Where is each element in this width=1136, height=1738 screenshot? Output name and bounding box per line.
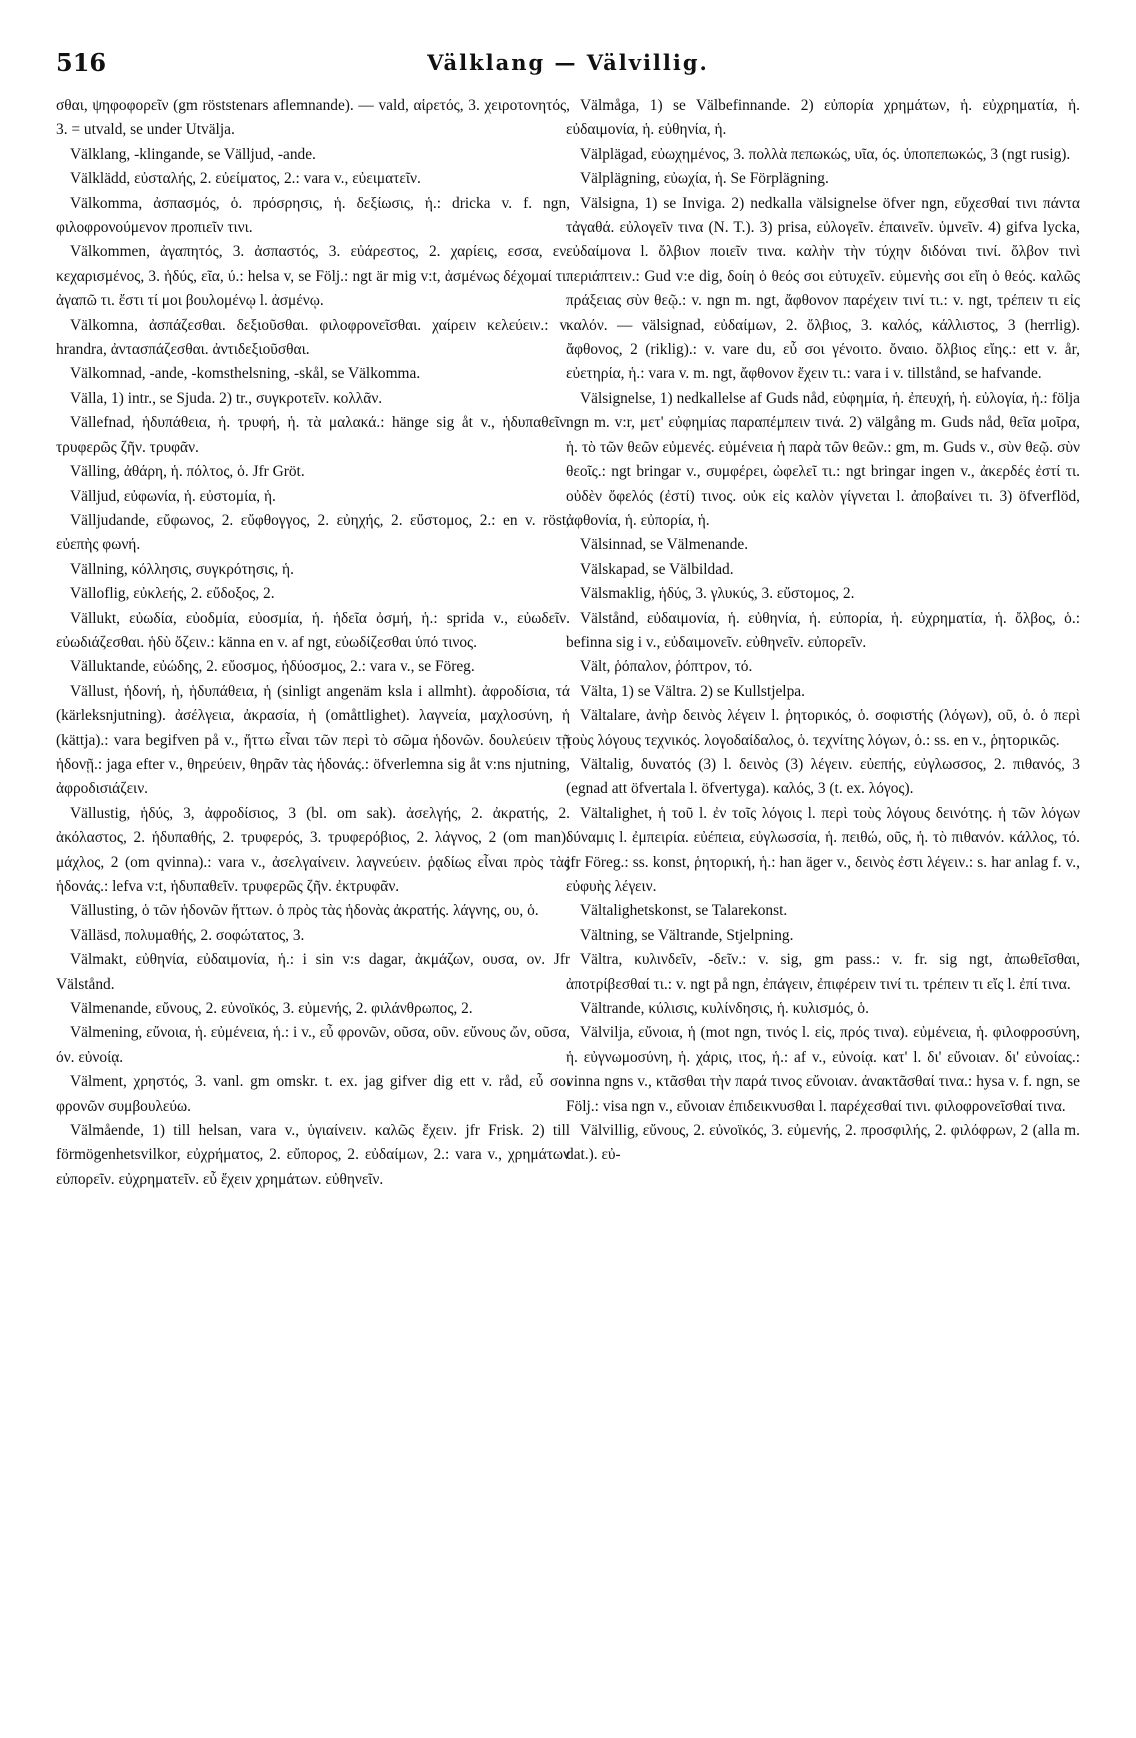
dictionary-entry: Vällust, ἡδονή, ἡ, ἡδυπάθεια, ἡ (sinligt angenäm ksla i allmht). ἀφροδίσια, τά (kärleksnjutning). ἀσέλγεια, ἀκρασία, ἡ (omåttlighet). λαγνεία, μαχλοσύνη, ἡ (kättja).: vara begifven på v., ἥττω εἶναι τῶν περὶ τὸ σῶμα ἡδονῶν. δουλεύειν τῇ ἡδονῇ.: jaga efter v., θηρεύειν, θηρᾶν τὰς ἡδονάς.: öfverlemna sig åt v:ns njutning, ἀφροδισιάζειν. [56,682,570,798]
dictionary-entry: Välmakt, εὐθηνία, εὐδαιμονία, ἡ.: i sin v:s dagar, ἀκμάζων, ουσα, ον. Jfr Välstånd. [56,951,570,993]
dictionary-entry: Vällusting, ὁ τῶν ἡδονῶν ἥττων. ὁ πρὸς τὰς ἡδονὰς ἀκρατής. λάγνης, ου, ὁ. [70,902,539,920]
dictionary-entry: Välljudande, εὔφωνος, 2. εὔφθογγος, 2. εὐηχής, 2. εὔστομος, 2.: en v. röst, εὐεπὴς φωνή. [56,511,570,554]
dictionary-entry: Välklädd, εὐσταλής, 2. εὐείματος, 2.: vara v., εὐειματεῖν. [70,170,421,188]
dictionary-entry: Vällning, κόλλησις, συγκρότησις, ἡ. [70,560,294,578]
dictionary-entry: Välskapad, se Välbildad. [580,560,734,578]
dictionary-entry: Välsmaklig, ἡδύς, 3. γλυκύς, 3. εὔστομος, 2. [580,585,855,603]
dictionary-entry: Välmåga, 1) se Välbefinnande. 2) εὐπορία χρημάτων, ἡ. εὐχρηματία, ἡ. εὐδαιμονία, ἡ. εὐθηνία, ἡ. [566,97,1080,139]
dictionary-entry: Välment, χρηστός, 3. vanl. gm omskr. t. ex. jag gifver dig ett v. råd, εὖ σοι φρονῶν συμβουλεύω. [56,1073,570,1115]
dictionary-entry: Välmående, 1) till helsan, vara v., ὑγιαίνειν. καλῶς ἔχειν. jfr Frisk. 2) till förmögenhetsvilkor, εὐχρήματος, 2. εὔπορος, 2. εὐδαίμων, 2.: vara v., χρημάτων εὐπορεῖν. εὐχρηματεῖν. εὖ ἔχειν χρημάτων. εὐθηνεῖν. [56,1122,570,1188]
dictionary-entry: Välsinnad, se Välmenande. [580,536,749,554]
dictionary-entry: Välmenande, εὔνους, 2. εὐνοϊκός, 3. εὐμενής, 2. φιλάνθρωπος, 2. [70,1000,473,1018]
dictionary-entry: Vältalighetskonst, se Talarekonst. [580,902,788,920]
dictionary-entry: Välsigna, 1) se Inviga. 2) nedkalla välsignelse öfver ngn, εὔχεσθαί τινι πάντα τἀγαθά. εὐλογεῖν τινα (N. T.). 3) prisa, εὐλογεῖν. ἐπαινεῖν. ὑμνεῖν. 4) gifva lycka, εὐδαίμονα l. ὄλβιον ποιεῖν τινα. καλὴν τὴν τύχην διδόναι τινί. ὄλβον τινὶ περιάπτειν.: Gud v:e dig, δοίη ὁ θεός σοι εὐτυχεῖν. εὐμενὴς σοι εἴη ὁ θεός. καλῶς πράξειας σὺν θεῷ.: v. ngn m. ngt, ἄφθονον παρέχειν τινί τι.: v. ngt, τρέπειν τι εἰς καλόν. — välsignad, εὐδαίμων, 2. ὄλβιος, 3. καλός, κάλλιστος, 3 (herrlig). ἄφθονος, 2 (riklig).: v. vare du, εὖ σοι γένοιτο. ὄναιο. ὄλβιος εἴης.: ett v. år, εὐετηρία, ἡ.: vara v. m. ngt, ἄφθονον ἔχειν τι.: vara i v. tillstånd, se hafvande. [566,194,1080,383]
dictionary-entry: Välta, 1) se Vältra. 2) se Kullstjelpa. [580,682,805,700]
dictionary-entry: Vältalighet, ἡ τοῦ l. ἐν τοῖς λόγοις l. περὶ τοὺς λόγους δεινότης. ἡ τῶν λόγων δύναμις l. ἐμπειρία. εὐέπεια, εὐγλωσσία, ἡ. πειθώ, οῦς, ἡ. τὸ πιθανόν. κάλλος, τό. jfr Föreg.: ss. konst, ῥητορική, ἡ.: han äger v., δεινὸς ἐστι λέγειν.: s. har anlag f. v., εὐφυὴς λέγειν. [566,804,1080,895]
dictionary-entry: Välling, ἀθάρη, ἡ. πόλτος, ὁ. Jfr Gröt. [70,463,305,481]
dictionary-entry: Välstånd, εὐδαιμονία, ἡ. εὐθηνία, ἡ. εὐπορία, ἡ. εὐχρηματία, ἡ. ὄλβος, ὁ.: befinna sig i v., εὐδαιμονεῖν. εὐθηνεῖν. εὐπορεῖν. [566,609,1080,651]
dictionary-entry: Välkomnad, -ande, -komsthelsning, -skål, se Välkomma. [70,365,421,383]
dictionary-entry: Välläsd, πολυμαθής, 2. σοφώτατος, 3. [70,926,305,944]
dictionary-entry: Välla, 1) intr., se Sjuda. 2) tr., συγκροτεῖν. κολλᾶν. [70,389,383,407]
dictionary-entry: Välklang, -klingande, se Välljud, -ande. [70,145,316,163]
dictionary-entry: Vältra, κυλινδεῖν, -δεῖν.: v. sig, gm pass.: v. fr. sig ngt, ἀπωθεῖσθαι, ἀποτρίβεσθαί τι.: v. ngt på ngn, ἐπάγειν, ἐπιφέρειν τινί τι. τρέπειν τι εἴς l. ἐπί τινα. [566,951,1080,993]
page-number: 516 [56,48,107,77]
dictionary-entry: Vältrande, κύλισις, κυλίνδησις, ἡ. κυλισμός, ὁ. [580,1000,869,1018]
dictionary-entry: Vällustig, ἡδύς, 3, ἀφροδίσιος, 3 (bl. om sak). ἀσελγής, 2. ἀκρατής, 2. ἀκόλαστος, 2. ἡδυπαθής, 2. τρυφερός, 3. τρυφερόβιος, 2. λάγνος, 2 (om man). μάχλος, 2 (om qvinna).: vara v., ἀσελγαίνειν. λαγνεύειν. ῥᾳδίως εἶναι πρὸς τὰς ἡδονάς.: lefva v:t, ἡδυπαθεῖν. τρυφερῶς ζῆν. ἐκτρυφᾶν. [56,804,570,895]
dictionary-entry: Vältalare, ἀνὴρ δεινὸς λέγειν l. ῥητορικός, ὁ. σοφιστής (λόγων), οῦ, ὁ. ὁ περὶ τοὺς λόγους τεχνικός. λογοδαίδαλος, ὁ. τεχνίτης λόγων, ὁ.: ss. en v., ῥητορικῶς. [566,707,1080,749]
dictionary-entry: Välvillig, εὔνους, 2. εὐνοϊκός, 3. εὐμενής, 2. προσφιλής, 2. φιλόφρων, 2 (alla m. dat.). εὐ- [566,1122,1080,1164]
dictionary-entry: Välplägad, εὐωχημένος, 3. πολλὰ πεπωκώς, υῖα, ός. ὑποπεπωκώς, 3 (ngt rusig). [580,145,1071,163]
dictionary-entry: Välsignelse, 1) nedkallelse af Guds nåd, εὐφημία, ἡ. ἐπευχή, ἡ. εὐλογία, ἡ.: följa ngn m. v:r, μετ' εὐφημίας παραπέμπειν τινά. 2) välgång m. Guds nåd, θεῖα μοῖρα, ἡ. τὸ τῶν θεῶν εὐμενές. εὐμένεια ἡ παρὰ τῶν θεῶν.: gm, m. Guds v., σὺν θεῷ. σὺν θεοῖς.: ngt bringar v., συμφέρει, ὠφελεῖ τι.: ngt bringar ingen v., ἀκερδές ἐστί τι. οὐδὲν ὄφελός (ἐστί) τινος. οὐκ εἰς καλὸν γίγνεται l. ἀποβαίνει τι. 3) öfverflöd, ἀφθονία, ἡ. εὐπορία, ἡ. [566,389,1080,529]
dictionary-entry: Vällefnad, ἡδυπάθεια, ἡ. τρυφή, ἡ. τὰ μαλακά.: hänge sig åt v., ἡδυπαθεῖν. τρυφερῶς ζῆν. τρυφᾶν. [56,414,570,456]
dictionary-entry: Välmening, εὔνοια, ἡ. εὐμένεια, ἡ.: i v., εὖ φρονῶν, οῦσα, οῦν. εὔνους ὤν, οῦσα, όν. εὐνοίᾳ. [56,1024,570,1066]
dictionary-entry: Välkomna, ἀσπάζεσθαι. δεξιοῦσθαι. φιλοφρονεῖσθαι. χαίρειν κελεύειν.: v. hrandra, ἀντασπάζεσθαι. ἀντιδεξιοῦσθαι. [56,316,570,359]
dictionary-entry: Välljud, εὐφωνία, ἡ. εὐστομία, ἡ. [70,487,276,505]
page-header [56,48,1080,80]
dictionary-entry: Välloflig, εὐκλεής, 2. εὔδοξος, 2. [70,585,275,603]
dictionary-entry: Vältalig, δυνατός (3) l. δεινὸς (3) λέγειν. εὐεπής, εὐγλωσσος, 2. πιθανός, 3 (egnad att öfvertala l. öfvertyga). καλός, 3 (t. ex. λόγος). [566,755,1080,798]
dictionary-entry: Välkommen, ἀγαπητός, 3. ἀσπαστός, 3. εὐάρεστος, 2. χαρίεις, εσσα, εν. κεχαρισμένος, 3. ἡδύς, εῖα, ύ.: helsa v, se Följ.: ngt är mig v:t, ἀσμένως δέχομαί τι. ἀγαπῶ τι. ἔστι τί μοι βουλομένῳ l. ἀσμένῳ. [56,243,570,310]
dictionary-entry: Välvilja, εὔνοια, ἡ (mot ngn, τινός l. εἰς, πρός τινα). εὐμένεια, ἡ. φιλοφροσύνη, ἡ. εὐγνωμοσύνη, ἡ. χάρις, ιτος, ἡ.: af v., εὐνοίᾳ. κατ' l. δι' εὔνοιαν. δι' εὐνοίας.: vinna ngns v., κτᾶσθαι τὴν παρά τινος εὔνοιαν. ἀνακτᾶσθαί τινα.: hysa v. f. ngn, se Följ.: visa ngn v., εὔνοιαν ἐπιδεικνυσθαι l. παρέχεσθαί τινι. φιλοφρονεῖσθαί τινα. [566,1024,1080,1115]
dictionary-entry: Vällukt, εὐωδία, εὐοδμία, εὐοσμία, ἡ. ἡδεῖα ὀσμή, ἡ.: sprida v., εὐωδεῖν. εὐωδιάζεσθαι. ἡδὺ ὄζειν.: känna en v. af ngt, εὐωδίζεσθαι ὑπό τινος. [56,609,570,651]
running-head: Välklang — Välvillig. [427,50,709,75]
dictionary-entry: Välkomma, ἀσπασμός, ὁ. πρόσρησις, ἡ. δεξίωσις, ἡ.: dricka v. f. ngn, φιλοφρονούμενον προπιεῖν τινι. [56,194,570,237]
dictionary-entry: Vält, ῥόπαλον, ῥόπτρον, τό. [580,658,753,676]
right-column [566,94,1080,1704]
left-column [56,94,570,1704]
dictionary-entry: σθαι, ψηφοφορεῖν (gm röststenars aflemnande). — vald, αἱρετός, 3. χειροτονητός, 3. = utvald, se under Utvälja. [56,97,570,139]
dictionary-entry: Vältning, se Vältrande, Stjelpning. [580,926,794,944]
dictionary-entry: Välluktande, εὐώδης, 2. εὔοσμος, ἡδύοσμος, 2.: vara v., se Föreg. [70,658,475,676]
dictionary-entry: Välplägning, εὐωχία, ἡ. Se Förplägning. [580,170,829,188]
